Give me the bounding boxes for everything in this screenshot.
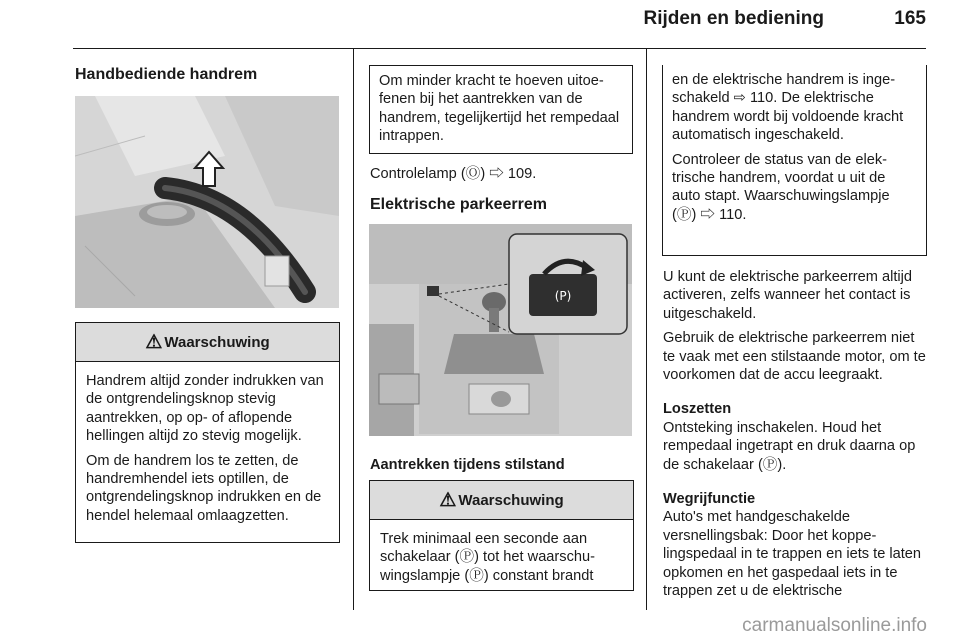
header-rule — [73, 48, 926, 49]
column-divider — [353, 48, 354, 610]
electric-parking-brake-figure — [369, 224, 632, 436]
box-text-2: Controleer de status van de elektrische handrem, voordat u uit de auto stapt. Waarschuwingslampje (Ⓟ) ⇨ 110. — [672, 151, 890, 223]
paragraph-activate: U kunt de elektrische parkeerrem altijd activeren, zelfs wanneer het contact is uitgeschakeld. — [663, 269, 913, 322]
warning-header — [370, 480, 633, 520]
warning-label: Waarschuwing — [458, 491, 564, 509]
paragraph-release: Ontsteking inschakelen. Houd het rempedaal ingetrapt en druk daarna op de schakelaar (Ⓟ). — [663, 419, 916, 473]
warning-text-part: tot het waarschuwingslampje — [380, 549, 595, 584]
watermark: carmanualsonline.info — [742, 615, 927, 636]
heading-electric-parking-brake: Elektrische parkeerrem — [370, 196, 547, 213]
warning-box-manual — [75, 322, 340, 543]
page-number: 165 — [894, 8, 926, 29]
parking-brake-switch-icon: (Ⓟ) — [454, 549, 479, 566]
warning-triangle-icon: ⚠ — [439, 489, 457, 511]
warning-label: Waarschuwing — [164, 333, 270, 351]
note-box — [369, 65, 633, 154]
warning-text-part: Trek minimaal een seconde aan schakelaar — [380, 531, 588, 566]
warning-header — [76, 322, 339, 362]
column-divider — [646, 48, 647, 610]
page-ref-arrow-icon: ⇨ — [489, 166, 504, 182]
box-text-1: en de elektrische handrem is ingeschakeld ⇨ 110. De elektrische handrem wordt bij voldoende kracht automatisch ingeschakeld. — [672, 72, 904, 144]
controlelamp-line — [370, 165, 632, 183]
paragraph-drive-away: Auto's met handgeschakelde versnellingsbak: Door het koppelingspedaal in te trappen en iets te laten opkomen en het gaspedaal iets in te trappen zet u de elektrische — [663, 509, 922, 600]
continued-warning-box — [662, 65, 927, 256]
page-ref: 109. — [507, 166, 537, 182]
warning-text-part: constant brandt — [492, 567, 594, 584]
parking-brake-switch-icon: (Ⓟ) — [757, 456, 783, 473]
parking-brake-lamp-icon: (Ⓟ) — [672, 206, 697, 223]
warning-text-1: Handrem altijd zonder indrukken van de ontgrendelingsknop stevig aantrekken, op op- of aflopende hellingen altijd zo stevig mogelijk. — [86, 373, 324, 445]
page-ref-arrow-icon: ⇨ — [700, 206, 715, 223]
col3-body — [663, 268, 927, 607]
brake-lamp-icon: (Ⓞ) — [460, 166, 486, 182]
subheading-stationary: Aantrekken tijdens stilstand — [370, 457, 565, 473]
heading-manual-handbrake: Handbediende handrem — [75, 66, 258, 83]
warning-box-electric — [369, 480, 634, 591]
paragraph-battery: Gebruik de elektrische parkeerrem niet te vaak met een stilstaande motor, om te voorkomen dat de accu leegraakt. — [663, 330, 926, 384]
note-text: Om minder kracht te hoeven uitoefenen bij het aantrekken van de handrem, tegelijkertijd het rempedaal intrappen. — [379, 73, 620, 145]
warning-text-2: Om de handrem los te zetten, de handremhendel iets optillen, de ontgrendelingsknop indrukken en de hendel helemaal omlaagzetten. — [86, 452, 322, 524]
controlelamp-label: Controlelamp — [370, 166, 457, 182]
svg-text:(P): (P) — [554, 289, 572, 303]
warning-triangle-icon: ⚠ — [145, 331, 163, 353]
page-ref-arrow-icon: ⇨ — [733, 90, 746, 107]
handbrake-lever-figure — [75, 96, 339, 308]
parking-brake-lamp-icon: (Ⓟ) — [464, 567, 489, 584]
heading-drive-away: Wegrijfunctie — [663, 491, 756, 508]
section-title: Rijden en bediening — [643, 8, 824, 29]
heading-release: Loszetten — [663, 401, 732, 418]
